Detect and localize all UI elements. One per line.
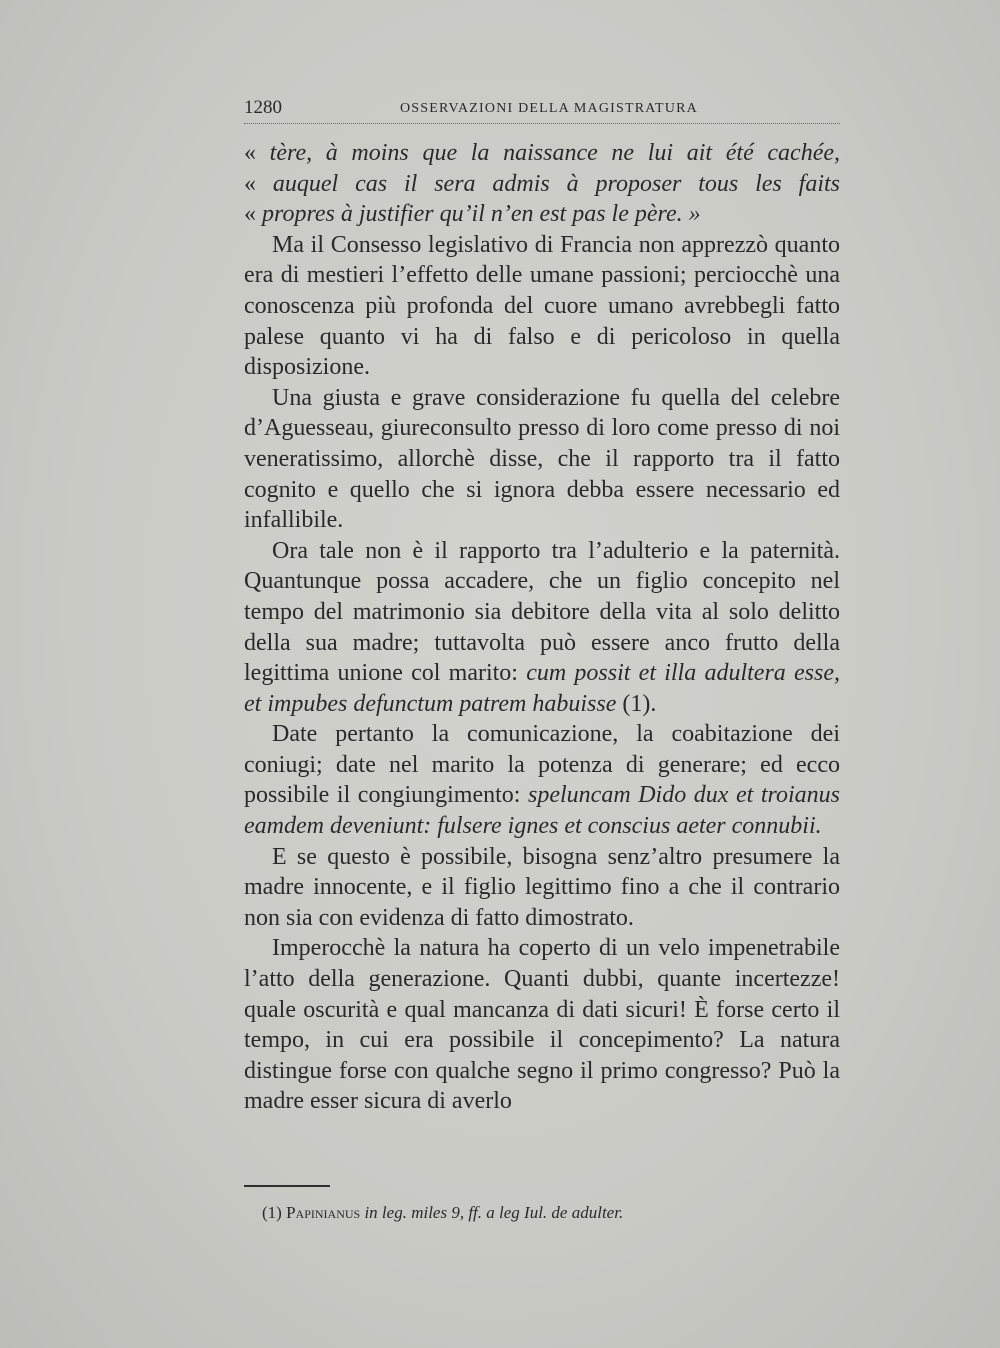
footnote-divider [244, 1185, 330, 1187]
quote-line [244, 169, 840, 200]
footnote [262, 1202, 822, 1224]
page-header [244, 95, 840, 124]
paragraph-text: Date pertanto la comunicazione, la coabitazione dei coniugi; date nel marito la potenza di generare; ed ecco possibile il congiungimento: [244, 721, 840, 809]
quote-line [244, 199, 840, 230]
footnote-citation: in leg. miles 9, ff. a leg Iul. de adulter. [364, 1203, 624, 1222]
paragraph: E se questo è possibile, bisogna senz’altro presumere la madre innocente, e il figlio legittimo fino a che il contrario non sia con evidenza di fatto dimostrato. [244, 843, 840, 931]
running-title: OSSERVAZIONI DELLA MAGISTRATURA [400, 101, 698, 116]
footnote-author: Papinianus [286, 1203, 361, 1222]
quote-line [244, 138, 840, 169]
paragraph [244, 536, 840, 720]
paragraph: Una giusta e grave considerazione fu quella del celebre d’Aguesseau, giureconsulto presso di loro come presso di noi veneratissimo, allorchè disse, che il rapporto tra il fatto cognito e quello che si ignora debba essere necessario ed infallibile. [244, 384, 840, 534]
latin-citation: cum possit et illa adultera esse, et impubes defunctum patrem habuisse [244, 660, 840, 717]
latin-citation: speluncam Dido dux et troianus eamdem deveniunt: fulsere ignes et conscius aeter connubii. [244, 782, 840, 840]
quote-line-text: tère, à moins que la naissance ne lui ait été cachée, [269, 140, 841, 166]
page-number: 1280 [244, 97, 282, 118]
guillemet: « [244, 170, 256, 197]
footnote-marker: (1) [262, 1203, 282, 1222]
paragraph [244, 719, 840, 841]
guillemet: « [244, 201, 256, 228]
guillemet: « [244, 140, 256, 166]
footnote-reference: (1). [616, 690, 657, 717]
french-quote [244, 138, 840, 230]
quote-line-text: propres à justifier qu’il n’en est pas le père. » [262, 201, 701, 228]
paragraph-text: Ora tale non è il rapporto tra l’adulterio e la paternità. Quantunque possa accadere, che un figlio concepito nel tempo del matrimonio sia debitore della vita al solo delitto della sua madre; tuttavolta può essere anco frutto della legittima unione col marito: [244, 537, 840, 687]
paragraph: Imperocchè la natura ha coperto di un velo impenetrabile l’atto della generazione. Quanti dubbi, quante incertezze! quale oscurità e qual mancanza di dati sicuri! È forse certo il tempo, in cui era possibile il concepimento? La natura distingue forse con qualche segno il primo congresso? Può la madre esser sicura di averlo [244, 935, 840, 1115]
body-text [244, 138, 840, 1117]
quote-line-text: auquel cas il sera admis à proposer tous les faits [272, 170, 840, 197]
paragraph: Ma il Consesso legislativo di Francia non apprezzò quanto era di mestieri l’effetto delle umane passioni; perciocchè una conoscenza più profonda del cuore umano avrebbegli fatto palese quanto vi ha di falso e di pericoloso in quella disposizione. [244, 231, 840, 381]
